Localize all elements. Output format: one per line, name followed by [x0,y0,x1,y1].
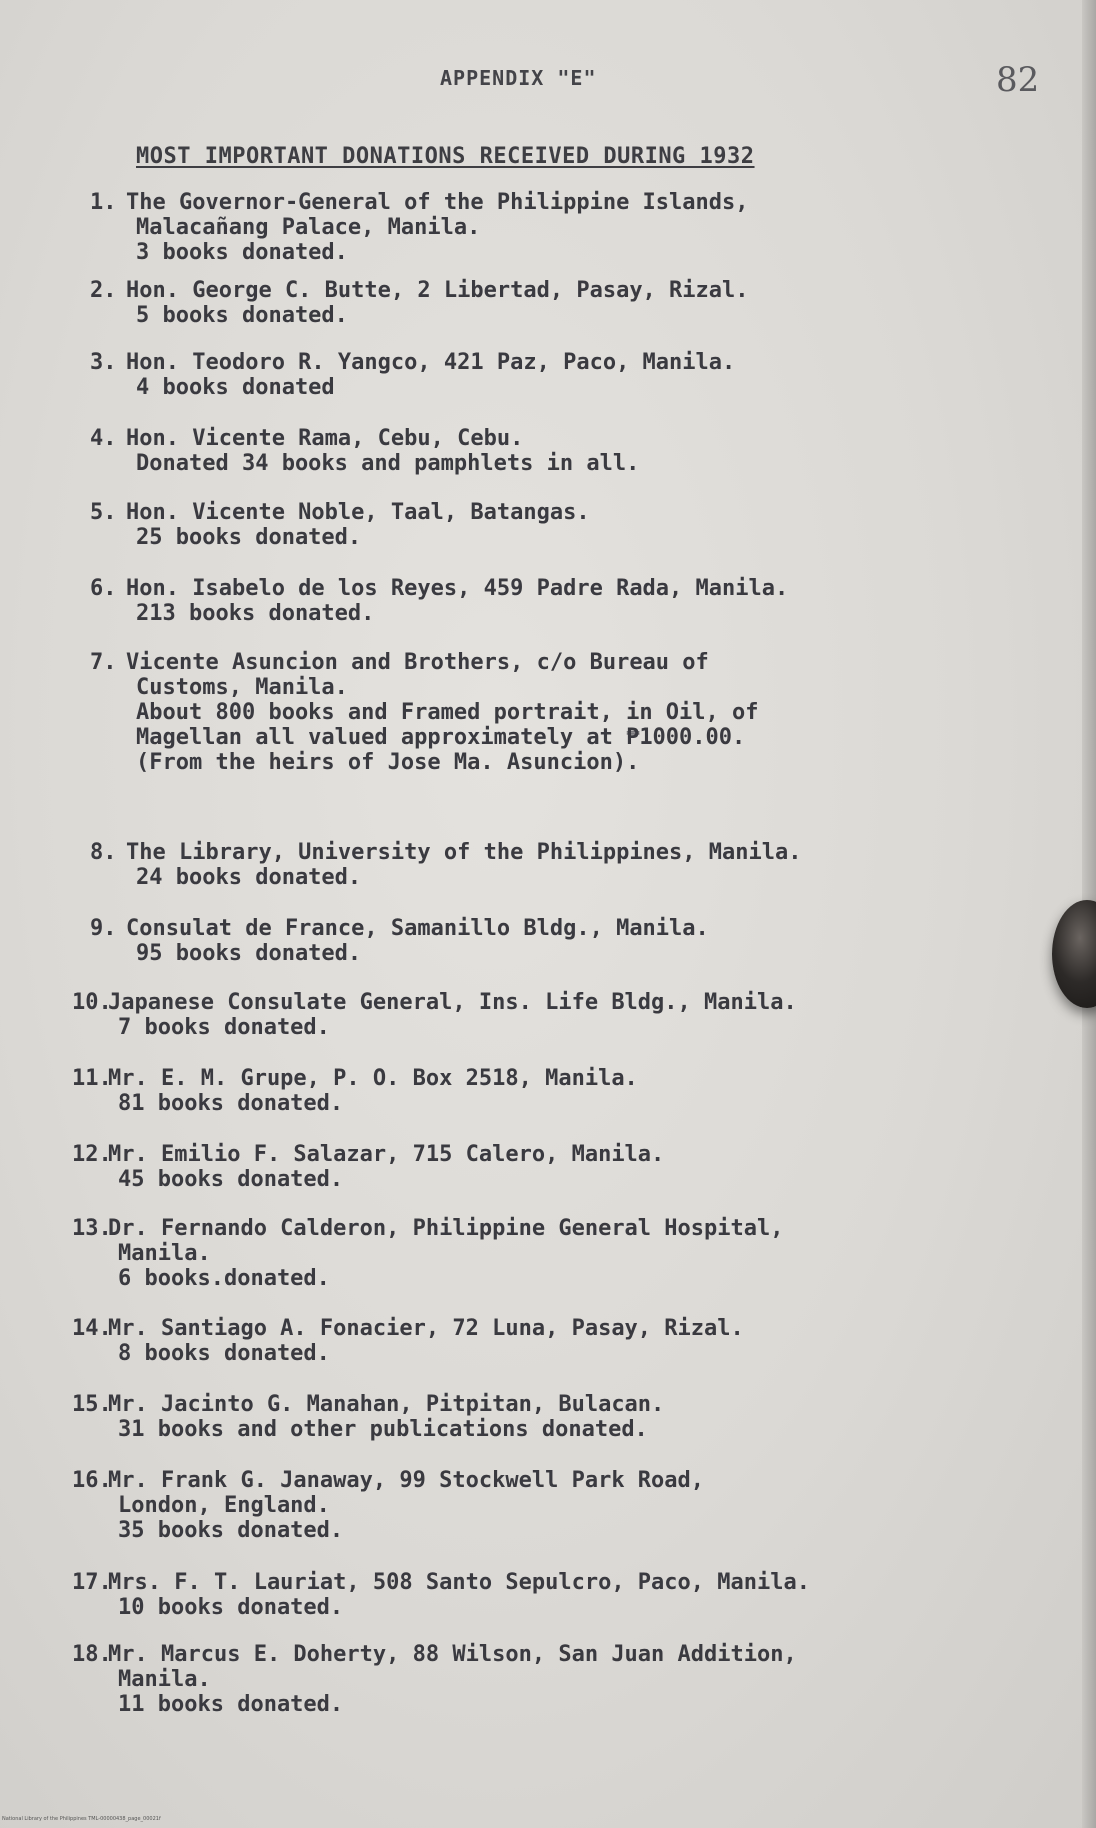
donation-donor: Hon. George C. Butte, 2 Libertad, Pasay, Rizal. [126,278,749,303]
donation-entry-first-line [72,1216,784,1241]
donation-detail-line: London, England. [118,1493,330,1518]
donation-entry-first-line [90,278,749,303]
donation-number: 10. [72,990,112,1015]
page-number: 82 [996,60,1040,100]
donation-entry [72,1142,664,1192]
donation-entry-first-line [72,1066,638,1091]
donation-detail-line: 11 books donated. [118,1692,344,1717]
donation-detail-line: 8 books donated. [118,1341,330,1366]
donation-donor: Mr. Santiago A. Fonacier, 72 Luna, Pasay, Rizal. [108,1316,744,1341]
source-footer: National Library of the Philippines TML-00000438_page_00021f [2,1816,161,1822]
donation-detail-line: Customs, Manila. [136,675,348,700]
donation-detail-line: 3 books donated. [136,240,348,265]
donation-detail-line: 45 books donated. [118,1167,344,1192]
donation-detail-line: 95 books donated. [136,941,362,966]
donation-donor: Mr. E. M. Grupe, P. O. Box 2518, Manila. [108,1066,638,1091]
donation-entry-first-line [72,1392,664,1417]
donation-detail-line: 5 books donated. [136,303,348,328]
donation-number: 8. [90,840,117,865]
donation-entry-first-line [72,990,797,1015]
donation-donor: Japanese Consulate General, Ins. Life Bldg., Manila. [108,990,797,1015]
donation-entry-first-line [72,1468,704,1493]
donation-detail-line: About 800 books and Framed portrait, in Oil, of [136,700,759,725]
donation-entry-first-line [72,1316,744,1341]
donation-detail-line: 25 books donated. [136,525,362,550]
donation-entry [90,426,639,476]
donation-detail-line: Magellan all valued approximately at ₱1000.00. [136,725,746,750]
donation-detail-line: Manila. [118,1667,211,1692]
donation-detail-line: 81 books donated. [118,1091,344,1116]
donation-detail-line: 213 books donated. [136,601,375,626]
donation-number: 12. [72,1142,112,1167]
donation-donor: Mr. Jacinto G. Manahan, Pitpitan, Bulacan. [108,1392,665,1417]
donation-detail-line: 10 books donated. [118,1595,344,1620]
donation-entry [90,650,759,775]
donation-detail-line: 31 books and other publications donated. [118,1417,648,1442]
donation-donor: Mr. Frank G. Janaway, 99 Stockwell Park Road, [108,1468,705,1493]
donation-number: 7. [90,650,117,675]
donation-entry-first-line [90,576,788,601]
donation-number: 17. [72,1570,112,1595]
donation-detail-line: Donated 34 books and pamphlets in all. [136,451,640,476]
donation-donor: Consulat de France, Samanillo Bldg., Manila. [126,916,709,941]
donation-number: 11. [72,1066,112,1091]
donation-entry [90,916,709,966]
donation-number: 18. [72,1642,112,1667]
document-title: MOST IMPORTANT DONATIONS RECEIVED DURING 1932 [136,144,755,169]
donation-entry-first-line [90,840,802,865]
donation-donor: The Library, University of the Philippines, Manila. [126,840,802,865]
donation-entry [90,278,749,328]
donation-number: 2. [90,278,117,303]
donation-entry [90,840,802,890]
donation-number: 9. [90,916,117,941]
donation-number: 3. [90,350,117,375]
donation-donor: Dr. Fernando Calderon, Philippine General Hospital, [108,1216,784,1241]
donation-entry [72,1642,797,1717]
donation-entry [72,990,797,1040]
donation-entry [72,1468,704,1543]
donation-entry-first-line [90,350,735,375]
appendix-label: APPENDIX "E" [440,66,597,90]
donation-entry [90,350,735,400]
donation-entry-first-line [72,1142,664,1167]
donation-donor: Hon. Teodoro R. Yangco, 421 Paz, Paco, Manila. [126,350,736,375]
donation-entry [90,576,788,626]
donation-donor: Mrs. F. T. Lauriat, 508 Santo Sepulcro, Paco, Manila. [108,1570,810,1595]
donation-detail-line: (From the heirs of Jose Ma. Asuncion). [136,750,640,775]
donation-entry-first-line [90,190,749,215]
donation-number: 4. [90,426,117,451]
donation-detail-line: 4 books donated [136,375,335,400]
donation-number: 1. [90,190,117,215]
donation-number: 14. [72,1316,112,1341]
donation-number: 13. [72,1216,112,1241]
donation-detail-line: 6 books.donated. [118,1266,330,1291]
donation-detail-line: Malacañang Palace, Manila. [136,215,481,240]
donation-number: 5. [90,500,117,525]
donation-entry [90,500,590,550]
donation-detail-line: 24 books donated. [136,865,362,890]
donation-entry-first-line [72,1642,797,1667]
donation-donor: Hon. Vicente Rama, Cebu, Cebu. [126,426,524,451]
donation-number: 6. [90,576,117,601]
donation-entry-first-line [90,426,639,451]
donation-entry [72,1392,664,1442]
donation-donor: Mr. Emilio F. Salazar, 715 Calero, Manila. [108,1142,665,1167]
pushpin-icon [1052,900,1096,1008]
donation-detail-line: 7 books donated. [118,1015,330,1040]
donation-entry-first-line [90,650,759,675]
donation-entry-first-line [72,1570,810,1595]
donation-entry [72,1216,784,1291]
donation-number: 16. [72,1468,112,1493]
donation-donor: Vicente Asuncion and Brothers, c/o Bureau of [126,650,709,675]
donation-donor: Mr. Marcus E. Doherty, 88 Wilson, San Juan Addition, [108,1642,797,1667]
donation-entry [90,190,749,265]
donation-number: 15. [72,1392,112,1417]
donation-entry [72,1316,744,1366]
donation-donor: Hon. Isabelo de los Reyes, 459 Padre Rada, Manila. [126,576,789,601]
donation-entry-first-line [90,916,709,941]
donation-detail-line: 35 books donated. [118,1518,344,1543]
donation-entry [72,1066,638,1116]
donation-donor: The Governor-General of the Philippine Islands, [126,190,749,215]
donation-detail-line: Manila. [118,1241,211,1266]
donation-entry-first-line [90,500,590,525]
donation-entry [72,1570,810,1620]
donation-donor: Hon. Vicente Noble, Taal, Batangas. [126,500,590,525]
